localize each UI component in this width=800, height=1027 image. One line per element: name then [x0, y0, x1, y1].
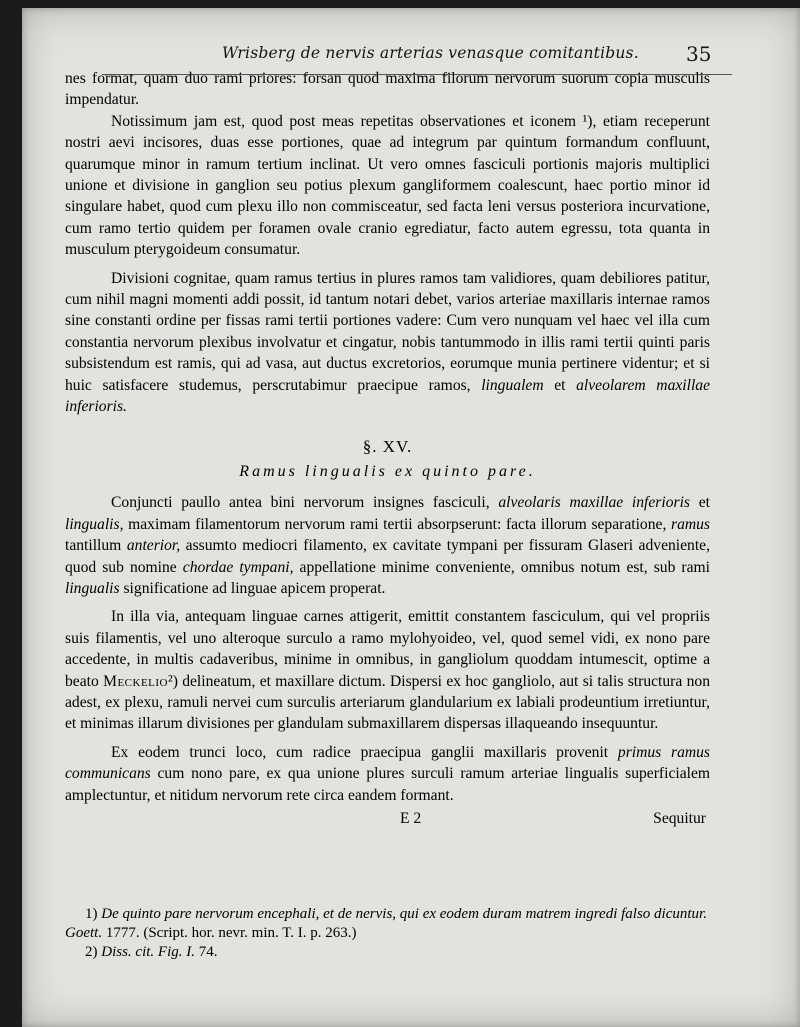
footnote-1: 1) De quinto pare nervorum encephali, et de nervis, qui ex eodem duram matrem ingredi falso dicuntur. Goett. 1777. (Script. hor. nevr. min. T. I. p. 263.) [65, 906, 707, 941]
paragraph-continuation: nes format, quam duo rami priores: forsan quod maxima filorum nervorum suorum copia musculis impendatur. [65, 70, 710, 109]
body-text [65, 68, 710, 829]
paragraph: Notissimum jam est, quod post meas repetitas observationes et iconem ¹), etiam receperunt nostri aevi incisores, duas esse portiones, quae ad integrum par quintum formandum confluunt, quarumque minor in ramum tertium inclinat. Ut vero omnes fasciculi portionis majoris multiplici unione et divisione in ganglion seu potius plexum gangliformem coalescunt, haec portio minor id singulare habet, quod cum plexu illo non commisceatur, sed facta leni versus posteriora incurvatione, cum ramo tertio quidem per foramen ovale cranio egrediatur, facto autem egressu, tota quanta in musculum pterygoideum consumatur. [65, 112, 710, 259]
paragraph: Ex eodem trunci loco, cum radice praecipua ganglii maxillaris provenit primus ramus communicans cum nono pare, ex qua unione plures surculi ramum arteriae lingualis superficialem amplectuntur, et nitidum nervorum rete circa eandem formant. [65, 743, 710, 804]
signature-mark: E 2 [400, 810, 422, 827]
footnote-ref: ¹ [582, 112, 588, 130]
section-title: Ramus lingualis ex quinto pare. [239, 462, 536, 480]
paragraph: Divisioni cognitae, quam ramus tertius in plures ramos tam validiores, quam debiliores patitur, cum nihil magni momenti addi possit, id tantum notari debet, varios arteriae maxillaris internae ramos sine constanti ordine per fissas rami tertii portiones vadere: Cum vero nunquam vel haec vel illa cum constantia nervorum plexibus involvatur et cingatur, nobis tantummodo in illis rami tertii quinti paris subsistendum est ramis, qui ad vasa, aut ductus excretorios, eorumque munia pertinere videntur; et si huic satisfacere studemus, perscrutabimur praecipue ramos, lingualem et alveolarem maxillae inferioris. [65, 269, 711, 416]
running-title: Wrisberg de nervis arterias venasque comitantibus. [222, 44, 639, 62]
footnote-2: 2) Diss. cit. Fig. I. 74. [85, 944, 218, 960]
section-number: §. XV. [362, 436, 413, 456]
paragraph: In illa via, antequam linguae carnes attigerit, emittit constantem fasciculum, qui vel propriis suis filamentis, vel uno alteroque surculo a ramo mylohyoideo, vel, quod semel vidi, ex nono pare accedente, in multis cadaveribus, minime in omnibus, in gangliolum quoddam intumescit, optime a beato Meckelio²) delineatum, et maxillare dictum. Dispersi ex hoc gangliolo, aut si talis structura non adest, ex plexu, ramuli nervei cum surculis arteriarum glandularium ex labiali prodeuntium irretiuntur, et minimas illarum divisiones per glandulam submaxillarem dispersas illaqueando insequuntur. [65, 608, 710, 733]
footnote-ref: ² [168, 672, 173, 690]
footnotes [65, 905, 710, 962]
page-number: 35 [686, 42, 712, 66]
signature-line [65, 808, 710, 829]
catchword: Sequitur [653, 810, 706, 827]
paragraph: Conjuncti paullo antea bini nervorum insignes fasciculi, alveolaris maxillae inferioris et lingualis, maximam filamentorum nervorum rami tertii absorpserunt: facta illorum separatione, ramus tantillum anterior, assumto mediocri filamento, ex cavitate tympani per fissuram Glaseri adveniente, quod sub nomine chordae tympani, appellatione minime conveniente, omnibus notum est, sub rami lingualis significatione ad linguae apicem properat. [65, 494, 711, 597]
